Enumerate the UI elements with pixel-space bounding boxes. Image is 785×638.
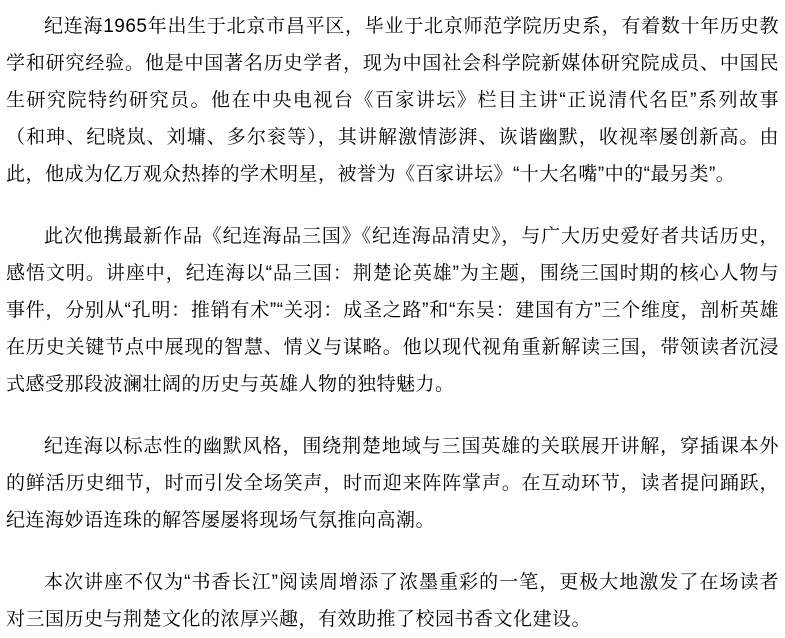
paragraph-lecture-theme: 此次他携最新作品《纪连海品三国》《纪连海品清史》，与广大历史爱好者共话历史，感悟文明。讲座中，纪连海以“品三国：荆楚论英雄”为主题，围绕三国时期的核心人物与事件，分别从“孔明：推销有术”“关羽：成圣之路”和“东吴：建国有方”三个维度，剖析英雄在历史关键节点中展现的智慧、情义与谋略。他以现代视角重新解读三国，带领读者沉浸式感受那段波澜壮阔的历史与英雄人物的独特魅力。	[6, 226, 779, 395]
paragraph-bio: 纪连海1965年出生于北京市昌平区，毕业于北京师范学院历史系，有着数十年历史教学和研究经验。他是中国著名历史学者，现为中国社会科学院新媒体研究院成员、中国民生研究院特约研究员。他在中央电视台《百家讲坛》栏目主讲“正说清代名臣”系列故事（和珅、纪晓岚、刘墉、多尔衮等），其讲解激情澎湃、诙谐幽默，收视率屡创新高。由此，他成为亿万观众热捧的学术明星，被誉为《百家讲坛》“十大名嘴”中的“最另类”。	[6, 16, 779, 185]
paragraph-conclusion: 本次讲座不仅为“书香长江”阅读周增添了浓墨重彩的一笔，更极大地激发了在场读者对三国历史与荆楚文化的浓厚兴趣，有效助推了校园书香文化建设。	[6, 572, 779, 630]
paragraph-lecture-style: 纪连海以标志性的幽默风格，围绕荆楚地域与三国英雄的关联展开讲解，穿插课本外的鲜活历史细节，时而引发全场笑声，时而迎来阵阵掌声。在互动环节，读者提问踊跃，纪连海妙语连珠的解答屡屡将现场气氛推向高潮。	[6, 436, 779, 531]
